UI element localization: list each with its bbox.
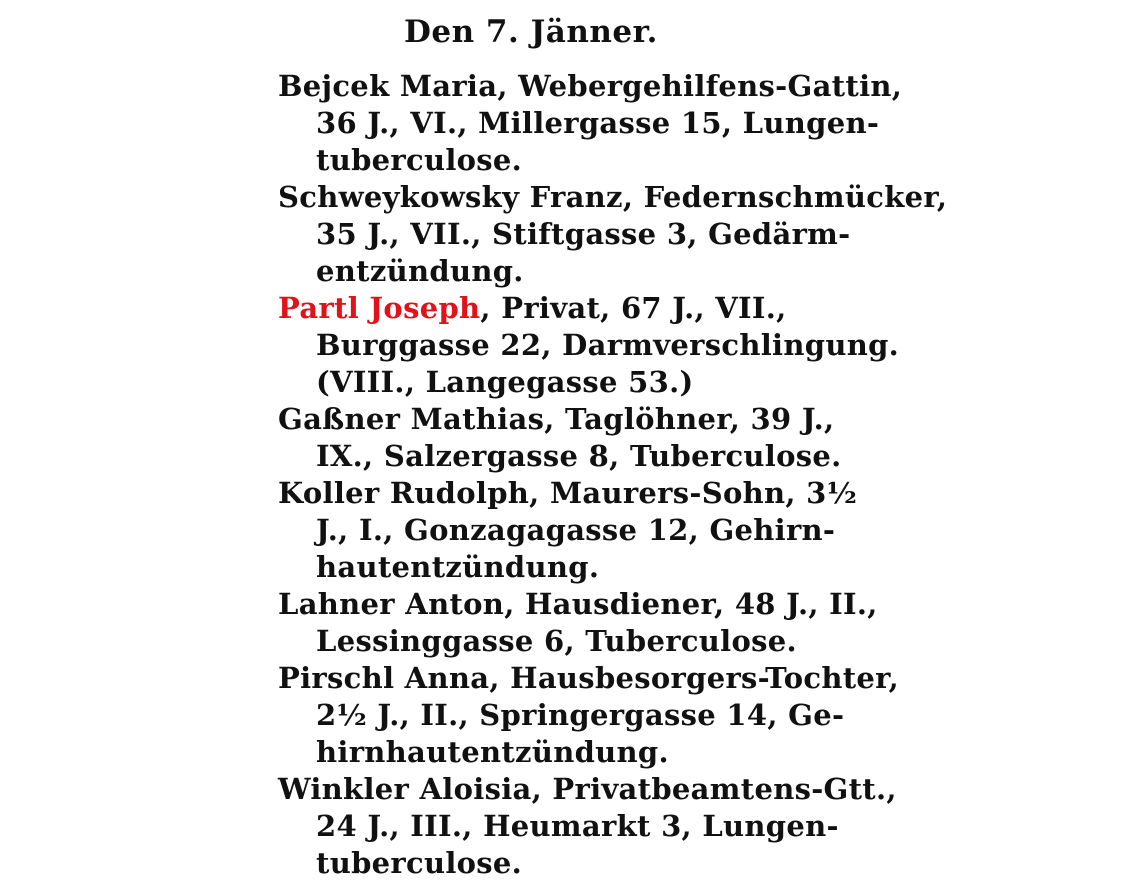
entry-name: Bejcek Maria	[278, 69, 498, 103]
entry-name: Winkler Aloisia	[278, 772, 532, 806]
entry-name: Koller Rudolph	[278, 476, 530, 510]
entry-lahner-anton	[278, 586, 878, 660]
entry-text: , Webergehilfens-Gattin,	[497, 69, 903, 103]
entry-continuation-line: tuberculose.	[316, 846, 523, 880]
entry-pirschl-anna	[278, 660, 900, 771]
entry-first-line	[278, 179, 948, 216]
entry-continuation-line: 24 J., III., Heumarkt 3, Lungen-	[316, 809, 839, 843]
entry-text: , Privat, 67 J., VII.,	[480, 291, 787, 325]
entry-continuation-line: Lessinggasse 6, Tuberculose.	[316, 624, 797, 658]
entry-continuation-line: 2½ J., II., Springergasse 14, Ge-	[316, 698, 845, 732]
entry-first-line	[278, 660, 900, 697]
entry-continuation-line: J., I., Gonzagagasse 12, Gehirn-	[316, 513, 836, 547]
entry-continuation-line: tuberculose.	[316, 143, 523, 177]
entry-first-line	[278, 401, 838, 438]
entry-first-line	[278, 290, 838, 327]
entry-name: Pirschl Anna	[278, 661, 490, 695]
entry-continuation-line: 36 J., VI., Millergasse 15, Lungen-	[316, 106, 880, 140]
entry-partl-joseph	[278, 290, 900, 401]
entry-schweykowsky-franz	[278, 179, 948, 290]
entry-first-line	[278, 475, 858, 512]
entry-name: Gaßner Mathias	[278, 402, 545, 436]
entry-continuation-line: entzündung.	[316, 254, 524, 288]
entry-winkler-aloisia	[278, 771, 897, 882]
entry-text: , Federnschmücker,	[622, 180, 948, 214]
date-heading: Den 7. Jänner.	[404, 14, 658, 50]
entry-text: , Privatbeamtens-Gtt.,	[531, 772, 897, 806]
entry-text: , Taglöhner, 39 J.,	[544, 402, 835, 436]
entry-text: , Hausbesorgers-Tochter,	[489, 661, 900, 695]
entry-continuation-line: 35 J., VII., Stiftgasse 3, Gedärm-	[316, 217, 851, 251]
entry-koller-rudolph	[278, 475, 858, 586]
entry-bejcek-maria	[278, 68, 903, 179]
highlighted-entry-name: Partl Joseph	[278, 291, 481, 325]
entry-continuation-line: hautentzündung.	[316, 550, 600, 584]
entry-first-line	[278, 68, 903, 105]
entry-first-line	[278, 586, 878, 623]
entry-text: , Hausdiener, 48 J., II.,	[504, 587, 878, 621]
entry-name: Lahner Anton	[278, 587, 505, 621]
entry-gassner-mathias	[278, 401, 842, 475]
entry-continuation-line: IX., Salzergasse 8, Tuberculose.	[316, 439, 842, 473]
entry-continuation-line: hirnhautentzündung.	[316, 735, 669, 769]
entry-continuation-line: Burggasse 22, Darmverschlingung.	[316, 328, 900, 362]
death-register-list	[278, 68, 948, 882]
entry-continuation-line: (VIII., Langegasse 53.)	[316, 365, 694, 399]
entry-first-line	[278, 771, 897, 808]
entry-name: Schweykowsky Franz	[278, 180, 623, 214]
entry-text: , Maurers-Sohn, 3½	[529, 476, 858, 510]
